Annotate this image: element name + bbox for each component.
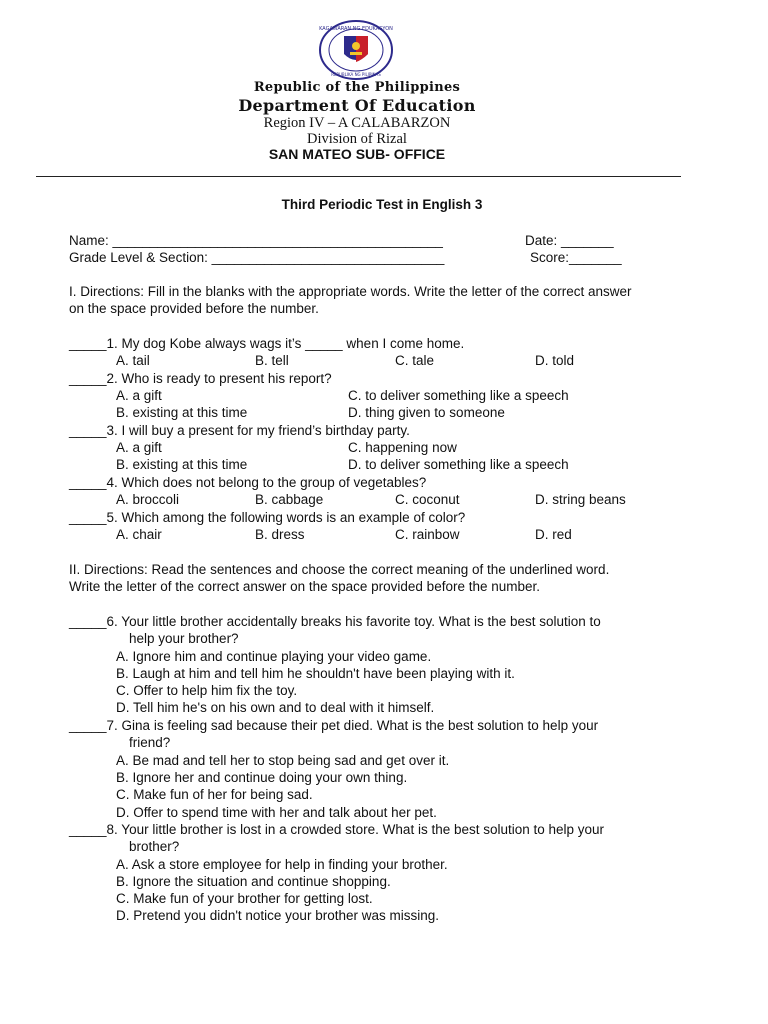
- score-field[interactable]: Score:_______: [530, 250, 622, 265]
- q4-stem: _____4. Which does not belong to the group of vegetables?: [69, 475, 427, 490]
- q7-choice-c: C. Make fun of her for being sad.: [116, 787, 313, 802]
- svg-text:REPUBLIKA NG PILIPINAS: REPUBLIKA NG PILIPINAS: [331, 72, 381, 77]
- deped-seal-logo: [318, 20, 394, 80]
- q8-choice-a: A. Ask a store employee for help in finding your brother.: [116, 857, 448, 872]
- date-field[interactable]: Date: _______: [525, 233, 614, 248]
- q8-stem-line2: brother?: [129, 839, 180, 854]
- svg-text:KAGAWARAN NG EDUKASYON: KAGAWARAN NG EDUKASYON: [319, 26, 393, 32]
- q3-choice-d: D. to deliver something like a speech: [348, 457, 569, 472]
- q6-choice-b: B. Laugh at him and tell him he shouldn't have been playing with it.: [116, 666, 515, 681]
- office-line: SAN MATEO SUB- OFFICE: [268, 146, 446, 162]
- q6-choice-a: A. Ignore him and continue playing your video game.: [116, 649, 432, 664]
- q5-choice-a: A. chair: [116, 527, 162, 542]
- q7-choice-a: A. Be mad and tell her to stop being sad and get over it.: [116, 753, 450, 768]
- q7-stem-line1: _____7. Gina is feeling sad because their pet died. What is the best solution to help your: [69, 718, 599, 733]
- q1-choice-a: A. tail: [116, 353, 150, 368]
- q8-stem-line1: _____8. Your little brother is lost in a crowded store. What is the best solution to help your: [69, 822, 605, 837]
- q7-choice-d: D. Offer to spend time with her and talk about her pet.: [116, 805, 437, 820]
- q5-stem: _____5. Which among the following words is an example of color?: [69, 510, 466, 525]
- grade-section-field[interactable]: Grade Level & Section: _______________________________: [69, 250, 445, 265]
- q4-choice-c: C. coconut: [395, 492, 460, 507]
- test-title: Third Periodic Test in English 3: [281, 197, 483, 212]
- q4-choice-a: A. broccoli: [116, 492, 180, 507]
- q6-stem-line2: help your brother?: [129, 631, 239, 646]
- q8-choice-b: B. Ignore the situation and continue shopping.: [116, 874, 391, 889]
- q8-choice-c: C. Make fun of your brother for getting lost.: [116, 891, 373, 906]
- q3-stem: _____3. I will buy a present for my friend’s birthday party.: [69, 423, 410, 438]
- q2-stem: _____2. Who is ready to present his report?: [69, 371, 332, 386]
- q5-choice-c: C. rainbow: [395, 527, 460, 542]
- q1-stem: _____1. My dog Kobe always wags it’s _____ when I come home.: [69, 336, 465, 351]
- q1-choice-c: C. tale: [395, 353, 435, 368]
- division-line: Division of Rizal: [307, 131, 407, 147]
- part2-directions-line1: II. Directions: Read the sentences and choose the correct meaning of the underlined word.: [69, 562, 610, 577]
- region-line: Region IV – A CALABARZON: [263, 115, 451, 131]
- q2-choice-c: C. to deliver something like a speech: [348, 388, 569, 403]
- part2-directions-line2: Write the letter of the correct answer on the space provided before the number.: [69, 579, 541, 594]
- q1-choice-d: D. told: [535, 353, 575, 368]
- q2-choice-b: B. existing at this time: [116, 405, 248, 420]
- q6-choice-d: D. Tell him he's on his own and to deal with it himself.: [116, 700, 435, 715]
- part1-directions-line1: I. Directions: Fill in the blanks with the appropriate words. Write the letter of the correct answer: [69, 284, 632, 299]
- name-field[interactable]: Name: ____________________________________________: [69, 233, 443, 248]
- q1-choice-b: B. tell: [255, 353, 289, 368]
- part1-directions-line2: on the space provided before the number.: [69, 301, 319, 316]
- department-line: Department Of Education: [238, 96, 476, 115]
- q4-choice-d: D. string beans: [535, 492, 626, 507]
- q6-stem-line1: _____6. Your little brother accidentally breaks his favorite toy. What is the best solution to: [69, 614, 601, 629]
- q7-choice-b: B. Ignore her and continue doing your own thing.: [116, 770, 408, 785]
- q7-stem-line2: friend?: [129, 735, 171, 750]
- q4-choice-b: B. cabbage: [255, 492, 324, 507]
- republic-line: Republic of the Philippines: [253, 80, 461, 95]
- q2-choice-d: D. thing given to someone: [348, 405, 505, 420]
- q2-choice-a: A. a gift: [116, 388, 162, 403]
- q3-choice-b: B. existing at this time: [116, 457, 248, 472]
- header-divider: [36, 176, 681, 177]
- q3-choice-c: C. happening now: [348, 440, 457, 455]
- q5-choice-d: D. red: [535, 527, 572, 542]
- q8-choice-d: D. Pretend you didn't notice your brother was missing.: [116, 908, 439, 923]
- q5-choice-b: B. dress: [255, 527, 305, 542]
- q3-choice-a: A. a gift: [116, 440, 162, 455]
- q6-choice-c: C. Offer to help him fix the toy.: [116, 683, 298, 698]
